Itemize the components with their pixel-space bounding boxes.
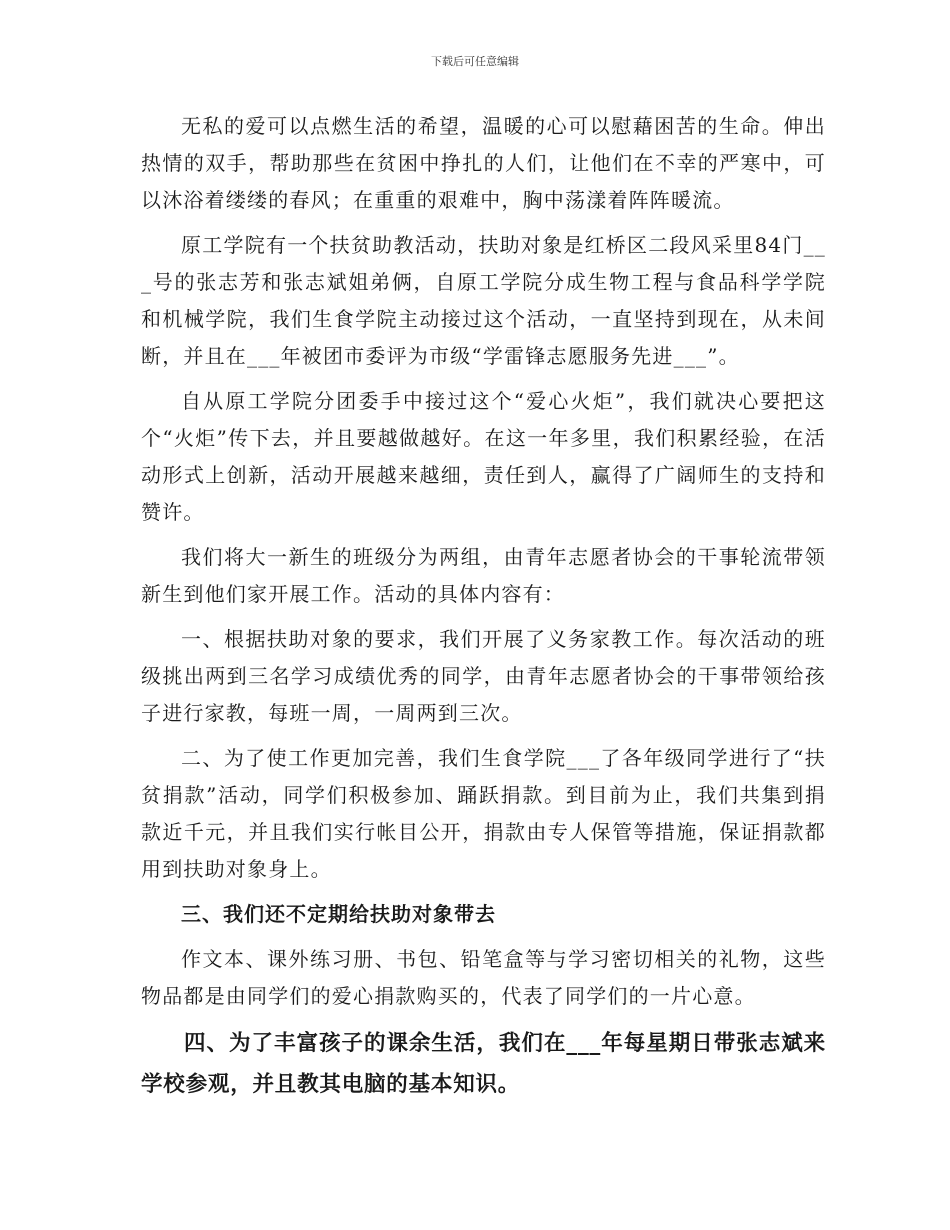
paragraph-item-two: 二、为了使工作更加完善，我们生食学院___了各年级同学进行了“扶贫捐款”活动，同学们积极参加、踊跃捐款。到目前为止，我们共集到捐款近千元，并且我们实行帐目公开，捐款由专人保管等措施，保证捐款都用到扶助对象身上。 [141,746,826,881]
document-body [141,108,826,1113]
paragraph-intro: 无私的爱可以点燃生活的希望，温暖的心可以慰藉困苦的生命。伸出热情的双手，帮助那些在贫困中挣扎的人们，让他们在不幸的严寒中，可以沐浴着缕缕的春风；在重重的艰难中，胸中荡漾着阵阵暖流。 [141,114,826,212]
page-header: 下载后可任意编辑 [431,55,519,68]
paragraph-torch: 自从原工学院分团委手中接过这个“爱心火炬”，我们就决心要把这个“火炬”传下去，并且要越做越好。在这一年多里，我们积累经验，在活动形式上创新，活动开展越来越细，责任到人，赢得了广阔师生的支持和赞许。 [141,389,826,524]
paragraph-groups: 我们将大一新生的班级分为两组，由青年志愿者协会的干事轮流带领新生到他们家开展工作。活动的具体内容有： [141,545,826,606]
paragraph-item-three-body: 作文本、课外练习册、书包、铅笔盒等与学习密切相关的礼物，这些物品都是由同学们的爱心捐款购买的，代表了同学们的一片心意。 [141,947,826,1008]
paragraph-item-four: 四、为了丰富孩子的课余生活，我们在___年每星期日带张志斌来学校参观，并且教其电脑的基本知识。 [141,1031,826,1097]
paragraph-item-three-heading: 三、我们还不定期给扶助对象带去 [181,902,496,926]
paragraph-background: 原工学院有一个扶贫助教活动，扶助对象是红桥区二段风采里84门___号的张志芳和张志斌姐弟俩，自原工学院分成生物工程与食品科学学院和机械学院，我们生食学院主动接过这个活动，一直坚持到现在，从未间断，并且在___年被团市委评为市级“学雷锋志愿服务先进___”。 [141,233,826,368]
paragraph-item-one: 一、根据扶助对象的要求，我们开展了义务家教工作。每次活动的班级挑出两到三名学习成绩优秀的同学，由青年志愿者协会的干事带领给孩子进行家教，每班一周，一周两到三次。 [141,627,826,725]
